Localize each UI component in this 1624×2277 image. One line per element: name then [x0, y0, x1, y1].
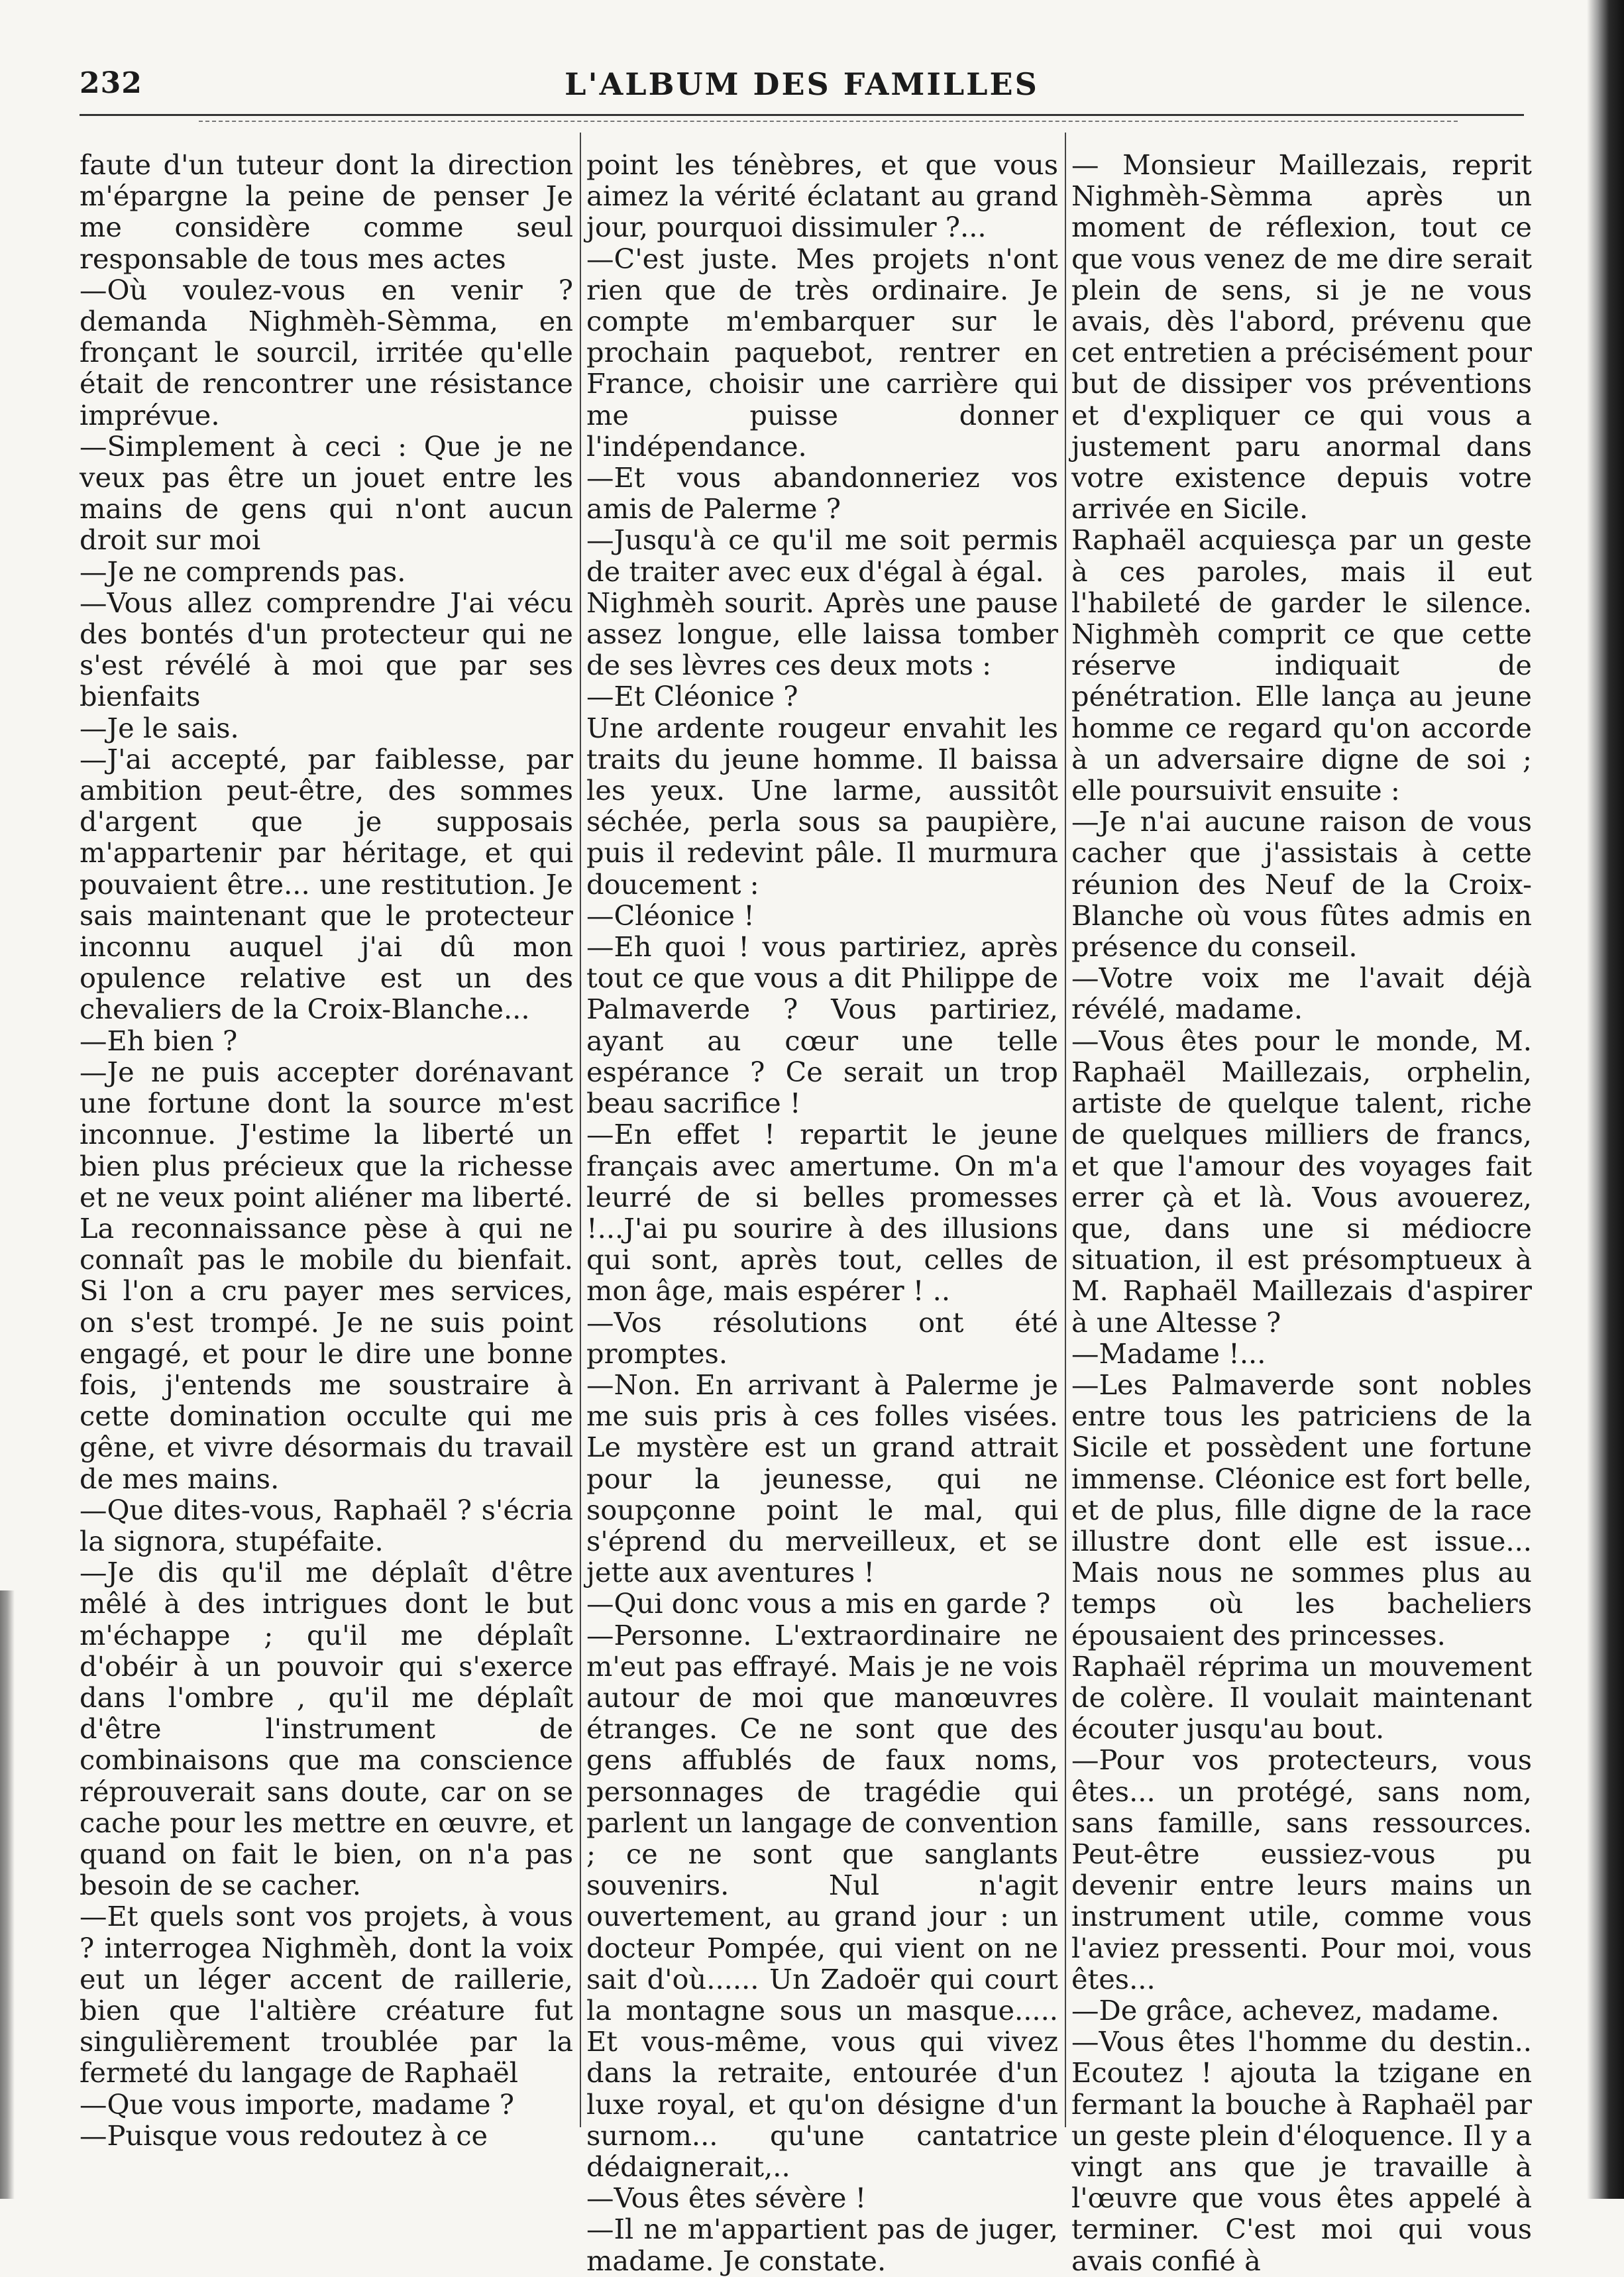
paragraph: —C'est juste. Mes projets n'ont rien que de très ordinaire. Je compte m'embarquer sur le prochain paquebot, rentrer en France, choisir une carrière qui me puisse donner l'indépendance.: [586, 242, 1058, 463]
text-column-2: [586, 148, 1058, 2277]
paragraph: —Eh quoi ! vous partiriez, après tout ce que vous a dit Philippe de Palmaverde ? Vous partiriez, ayant au cœur une telle espérance ? Ce serait un trop beau sacrifice !: [586, 930, 1058, 1120]
text-column-3: [1071, 148, 1532, 2277]
paragraph: —Personne. L'extraordinaire ne m'eut pas effrayé. Mais je ne vois autour de moi que manœuvres étranges. Ce ne sont que des gens affublés de faux noms, personnages de tragédie qui parlent un langage de convention ; ce ne sont que sanglants souvenirs. Nul n'agit ouvertement, au grand jour : un docteur Pompée, qui vient on ne sait d'où...... Un Zadoër qui court la montagne sous un masque..... Et vous-même, vous qui vivez dans la retraite, entourée d'un luxe royal, et qu'on désigne d'un surnom... qu'une cantatrice dédaignerait,..: [586, 1618, 1058, 2183]
paragraph: Raphaël acquiesça par un geste à ces paroles, mais il eut l'habileté de garder le silence. Nighmèh comprit ce que cette réserve indiquait de pénétration. Elle lança au jeune homme ce regard qu'on accorde à un adversaire digne de soi ; elle poursuivit ensuite :: [1071, 524, 1532, 807]
scan-binding-edge: [1587, 0, 1624, 2199]
paragraph: —Eh bien ?: [80, 1024, 238, 1057]
paragraph: —Qui donc vous a mis en garde ?: [586, 1587, 1051, 1620]
paragraph: —Puisque vous redoutez à ce: [80, 2119, 488, 2152]
paragraph: — Monsieur Maillezais, reprit Nighmèh-Sèmma après un moment de réflexion, tout ce que vous venez de me dire serait plein de sens, si je ne vous avais, dès l'abord, prévenu que cet entretien a précisément pour but de dissiper vos préventions et d'expliquer ce qui vous a justement paru anormal dans votre existence depuis votre arrivée en Sicile.: [1071, 148, 1532, 526]
paragraph: point les ténèbres, et que vous aimez la vérité éclatant au grand jour, pourquoi dissimuler ?...: [586, 148, 1058, 244]
paragraph: —Les Palmaverde sont nobles entre tous les patriciens de la Sicile et possèdent une fortune immense. Cléonice est fort belle, et de plus, fille digne de la race illustre dont elle est issue... Mais nous ne sommes plus au temps où les bacheliers épousaient des princesses.: [1071, 1368, 1532, 1651]
paragraph: —En effet ! repartit le jeune français avec amertume. On m'a leurré de si belles promesses !...J'ai pu sourire à des illusions qui sont, après tout, celles de mon âge, mais espérer ! ..: [586, 1118, 1058, 1307]
paragraph: —Vous êtes pour le monde, M. Raphaël Maillezais, orphelin, artiste de quelque talent, riche de quelques milliers de francs, et que l'amour des voyages fait errer çà et là. Vous avouerez, que, dans une si médiocre situation, il est présomptueux à M. Raphaël Maillezais d'aspirer à une Altesse ?: [1071, 1024, 1532, 1339]
paragraph: —Vous êtes sévère !: [586, 2182, 867, 2215]
paragraph: —Et quels sont vos projets, à vous ? interrogea Nighmèh, dont la voix eut un léger accent de raillerie, bien que l'altière créature fut singulièrement troublée par la fermeté du langage de Raphaël: [80, 1900, 573, 2089]
paragraph: Nighmèh sourit. Après une pause assez longue, elle laissa tomber de ses lèvres ces deux mots :: [586, 586, 1058, 682]
paragraph: —Et vous abandonneriez vos amis de Palerme ?: [586, 461, 1058, 526]
paragraph: —Votre voix me l'avait déjà révélé, madame.: [1071, 962, 1532, 1026]
paragraph: —Je n'ai aucune raison de vous cacher que j'assistais à cette réunion des Neuf de la Croix-Blanche où vous fûtes admis en présence du conseil.: [1071, 805, 1532, 964]
paragraph: —Je le sais.: [80, 711, 239, 744]
paragraph: —Il ne m'appartient pas de juger, madame. Je constate.: [586, 2213, 1058, 2277]
paragraph: faute d'un tuteur dont la direction m'épargne la peine de penser Je me considère comme seul responsable de tous mes actes: [80, 148, 573, 275]
column-divider: [580, 133, 581, 2127]
paragraph: —Jusqu'à ce qu'il me soit permis de traiter avec eux d'égal à égal.: [586, 524, 1058, 588]
paragraph: Raphaël réprima un mouvement de colère. Il voulait maintenant écouter jusqu'au bout.: [1071, 1649, 1532, 1746]
running-title: L'ALBUM DES FAMILLES: [565, 66, 1039, 102]
paragraph: —Vos résolutions ont été promptes.: [586, 1305, 1058, 1370]
paragraph: —Madame !...: [1071, 1337, 1266, 1370]
page-header: [80, 66, 1524, 119]
header-dashed-rule: [199, 121, 1458, 122]
header-rule: [80, 114, 1524, 116]
text-column-1: [80, 149, 573, 2170]
paragraph: —J'ai accepté, par faiblesse, par ambition peut-être, des sommes d'argent que je supposais m'appartenir par héritage, et qui pouvaient être... une restitution. Je sais maintenant que le protecteur inconnu auquel j'ai dû mon opulence relative est un des chevaliers de la Croix-Blanche...: [80, 742, 573, 1026]
paragraph: —Cléonice !: [586, 899, 755, 932]
page-number: 232: [80, 66, 142, 100]
paragraph: —Simplement à ceci : Que je ne veux pas être un jouet entre les mains de gens qui n'ont aucun droit sur moi: [80, 429, 573, 557]
paragraph: —Vous allez comprendre J'ai vécu des bontés d'un protecteur qui ne s'est révélé à moi que par ses bienfaits: [80, 586, 573, 713]
paragraph: —Que dites-vous, Raphaël ? s'écria la signora, stupéfaite.: [80, 1493, 573, 1557]
paragraph: —Où voulez-vous en venir ? demanda Nighmèh-Sèmma, en fronçant le sourcil, irritée qu'elle était de rencontrer une résistance imprévue.: [80, 273, 573, 431]
paragraph: —Pour vos protecteurs, vous êtes... un protégé, sans nom, sans famille, sans ressources. Peut-être eussiez-vous pu devenir entre leurs mains un instrument utile, comme vous l'aviez pressenti. Pour moi, vous êtes...: [1071, 1744, 1532, 1995]
paragraph: —Vous êtes l'homme du destin.. Ecoutez ! ajouta la tzigane en fermant la bouche à Raphaël par un geste plein d'éloquence. Il y a vingt ans que je travaille à l'œuvre que vous êtes appelé à terminer. C'est moi qui vous avais confié à: [1071, 2025, 1532, 2277]
paragraph: —De grâce, achevez, madame.: [1071, 1993, 1499, 2027]
paragraph: —Je ne puis accepter dorénavant une fortune dont la source m'est inconnue. J'estime la liberté un bien plus précieux que la richesse et ne veux point aliéner ma liberté. La reconnaissance pèse à qui ne connaît pas le mobile du bienfait. Si l'on a cru payer mes services, on s'est trompé. Je ne suis point engagé, et pour le dire une bonne fois, j'entends me soustraire à cette domination occulte qui me gêne, et vivre désormais du travail de mes mains.: [80, 1055, 573, 1495]
paragraph: —Non. En arrivant à Palerme je me suis pris à ces folles visées. Le mystère est un grand attrait pour la jeunesse, qui ne soupçonne point le mal, qui s'éprend du merveilleux, et se jette aux aventures !: [586, 1368, 1058, 1589]
paragraph: —Et Cléonice ?: [586, 680, 798, 713]
paragraph: —Je ne comprends pas.: [80, 555, 406, 588]
paragraph: —Je dis qu'il me déplaît d'être mêlé à des intrigues dont le but m'échappe ; qu'il me déplaît d'obéir à un pouvoir qui s'exerce dans l'ombre , qu'il me déplaît d'être l'instrument de combinaisons que ma conscience réprouverait sans doute, car on se cache pour les mettre en œuvre, et quand on fait le bien, on n'a pas besoin de se cacher.: [80, 1556, 573, 1902]
column-divider: [1065, 133, 1066, 2127]
scan-left-shadow: [0, 1590, 15, 2199]
paragraph: Une ardente rougeur envahit les traits du jeune homme. Il baissa les yeux. Une larme, aussitôt séchée, perla sous sa paupière, puis il redevint pâle. Il murmura doucement :: [586, 711, 1058, 901]
paragraph: —Que vous importe, madame ?: [80, 2087, 515, 2121]
